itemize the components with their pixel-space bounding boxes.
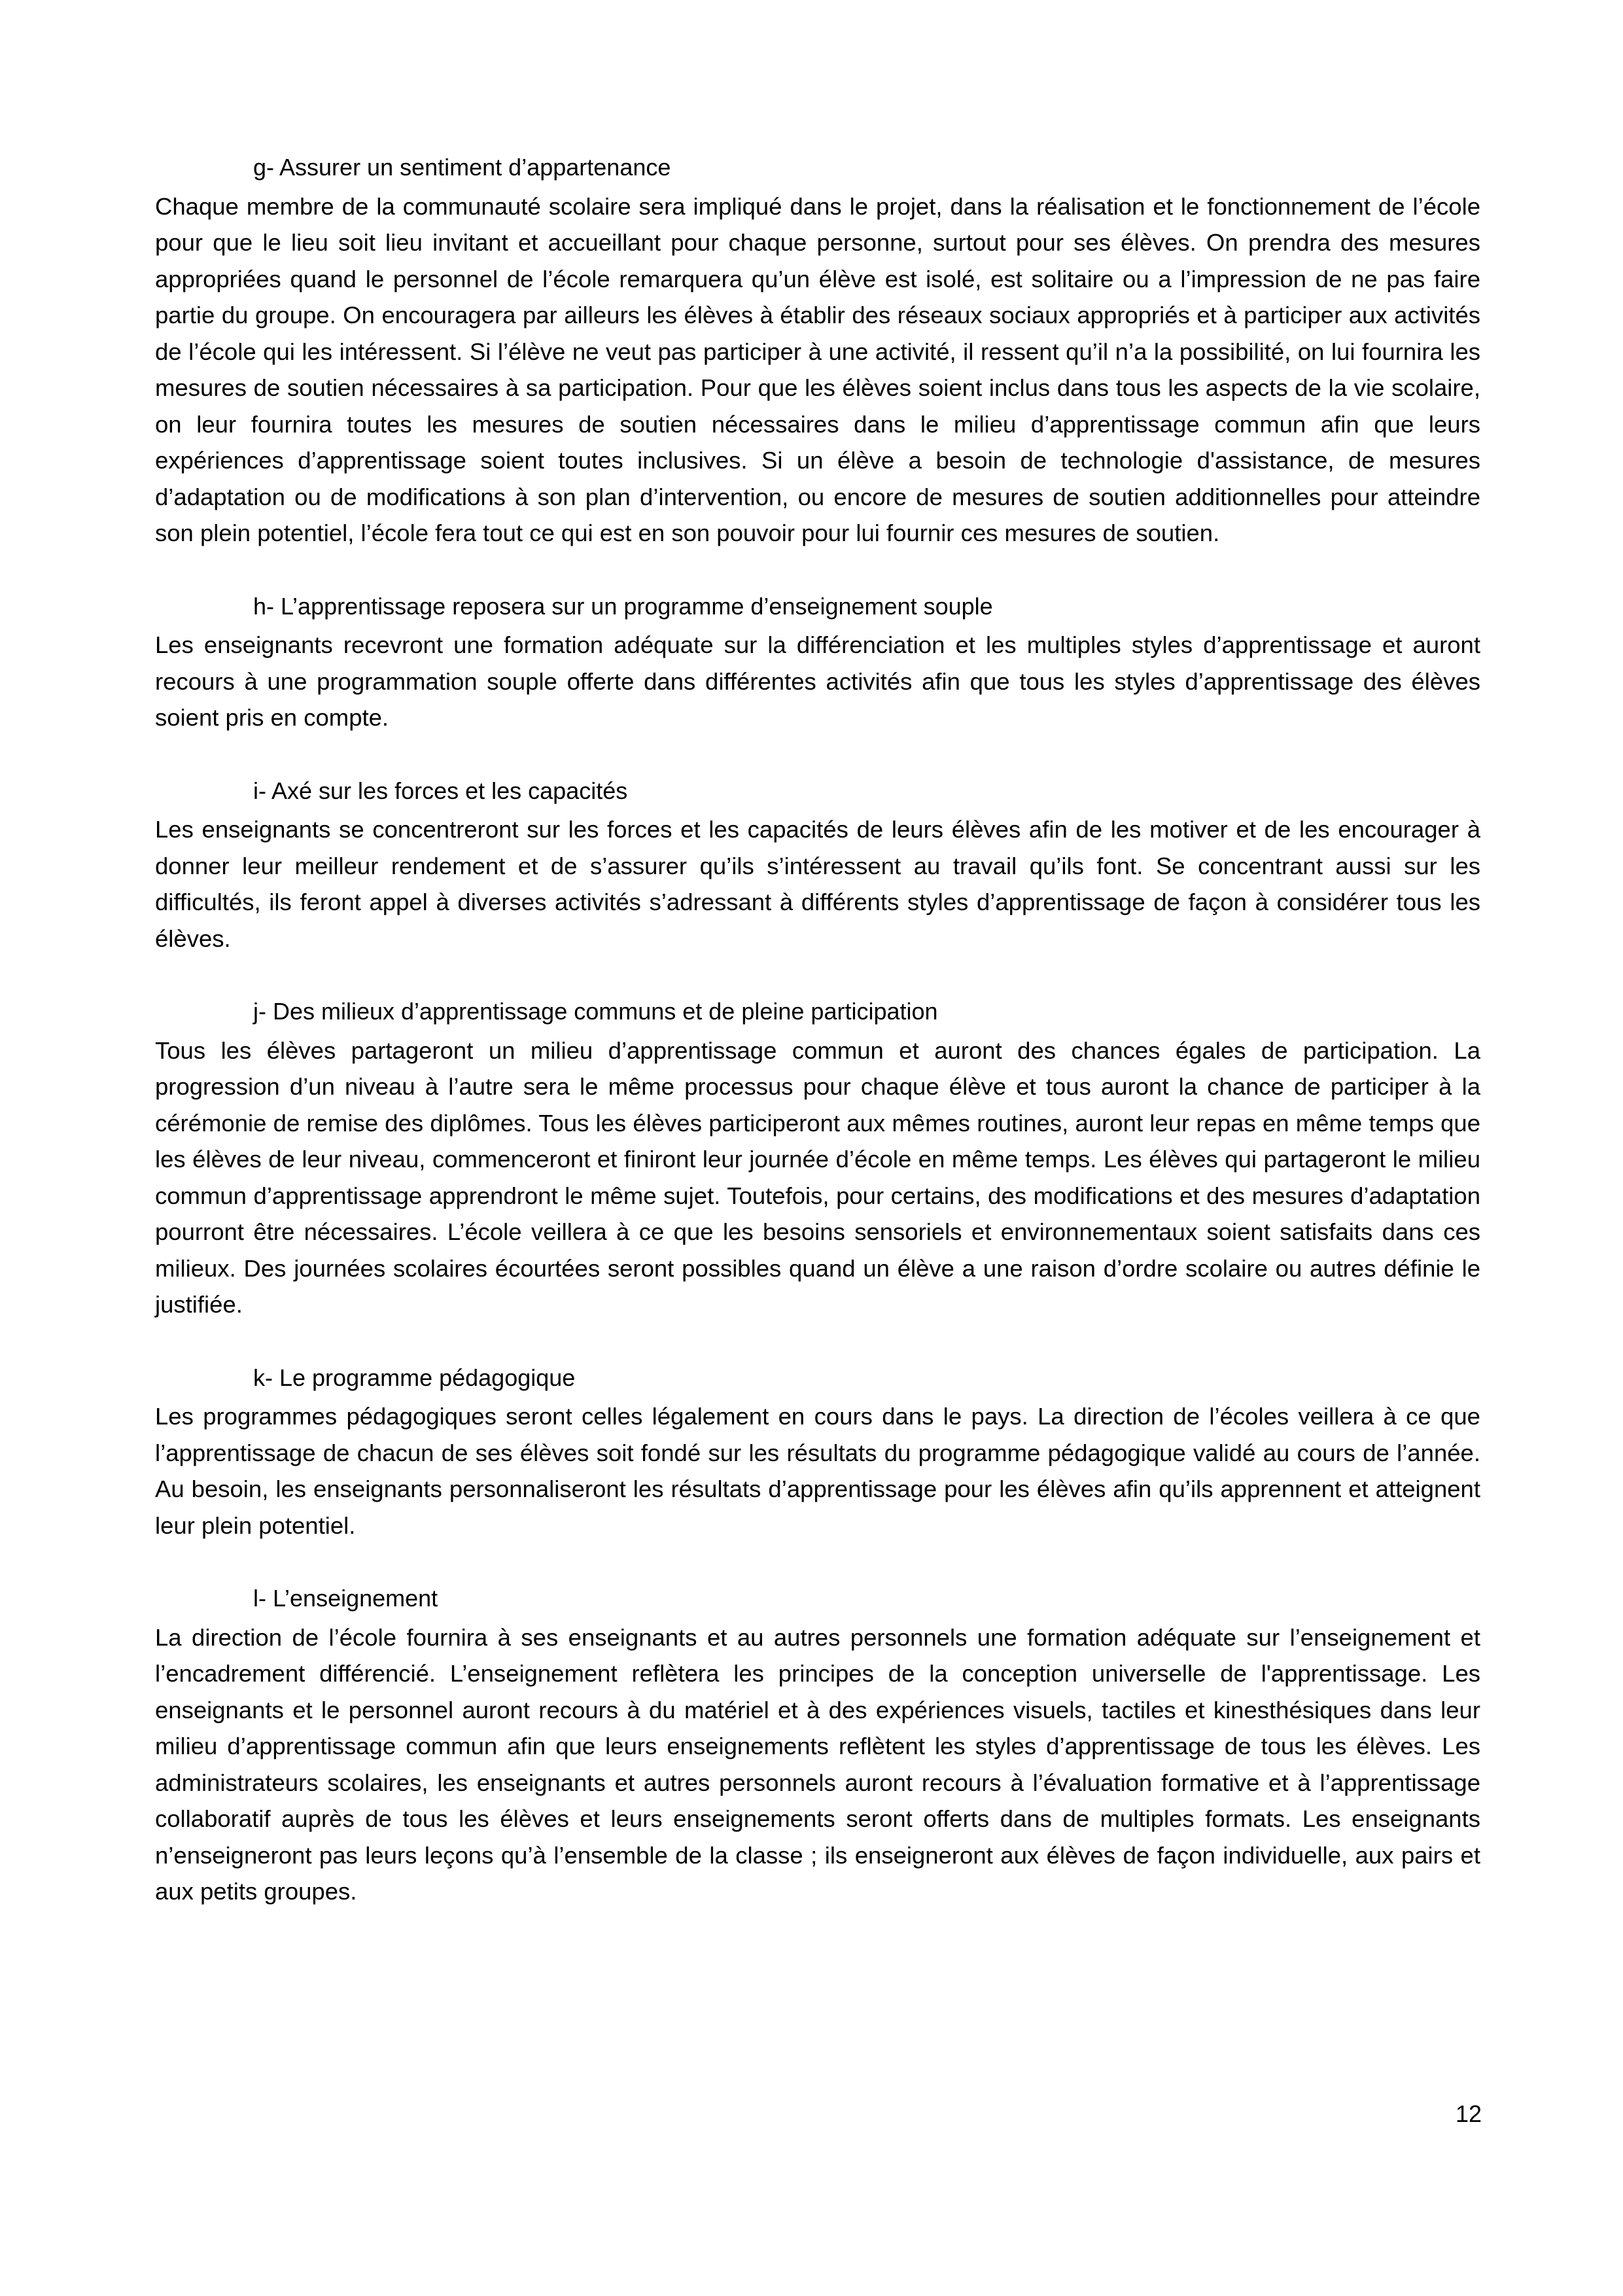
section-heading: g- Assurer un sentiment d’appartenance bbox=[253, 154, 671, 181]
section-heading: h- L’apprentissage reposera sur un programme d’enseignement souple bbox=[253, 592, 993, 620]
section-paragraph: La direction de l’école fournira à ses enseignants et au autres personnels une formation adéquate sur l’enseignement et l’encadrement différencié. L’enseignement reflètera les principes de la conception universelle de l'apprentissage. Les enseignants et le personnel auront recours à du matériel et à des expériences visuels, tactiles et kinesthésiques dans leur milieu d’apprentissage commun afin que leurs enseignements reflètent les styles d’apprentissage de tous les élèves. Les administrateurs scolaires, les enseignants et autres personnels auront recours à l’évaluation formative et à l’apprentissage collaboratif auprès de tous les élèves et leurs enseignements seront offerts dans de multiples formats. Les enseignants n’enseigneront pas leurs leçons qu’à l’ensemble de la classe ; ils enseigneront aux élèves de façon individuelle, aux pairs et aux petits groupes. bbox=[155, 1623, 1480, 1905]
page-number: 12 bbox=[1455, 2100, 1482, 2127]
section-j bbox=[155, 993, 1480, 1323]
section-k bbox=[155, 1360, 1480, 1544]
section-heading: i- Axé sur les forces et les capacités bbox=[253, 777, 628, 804]
section-heading: j- Des milieux d’apprentissage communs et de pleine participation bbox=[253, 998, 938, 1025]
section-paragraph: Les enseignants recevront une formation adéquate sur la différenciation et les multiples styles d’apprentissage et auront recours à une programmation souple offerte dans différentes activités afin que tous les styles d’apprentissage des élèves soient pris en compte. bbox=[155, 631, 1480, 731]
section-paragraph: Les enseignants se concentreront sur les forces et les capacités de leurs élèves afin de les motiver et de les encourager à donner leur meilleur rendement et de s’assurer qu’ils s’intéressent au travail qu’ils font. Se concentrant aussi sur les difficultés, ils feront appel à diverses activités s’adressant à différents styles d’apprentissage de façon à considérer tous les élèves. bbox=[155, 816, 1480, 952]
section-h bbox=[155, 588, 1480, 736]
section-l bbox=[155, 1580, 1480, 1910]
section-i bbox=[155, 773, 1480, 957]
section-paragraph: Tous les élèves partageront un milieu d’apprentissage commun et auront des chances égales de participation. La progression d’un niveau à l’autre sera le même processus pour chaque élève et tous auront la chance de participer à la cérémonie de remise des diplômes. Tous les élèves participeront aux mêmes routines, auront leur repas en même temps que les élèves de leur niveau, commenceront et finiront leur journée d’école en même temps. Les élèves qui partageront le milieu commun d’apprentissage apprendront le même sujet. Toutefois, pour certains, des modifications et des mesures d’adaptation pourront être nécessaires. L’école veillera à ce que les besoins sensoriels et environnementaux soient satisfaits dans ces milieux. Des journées scolaires écourtées seront possibles quand un élève a une raison d’ordre scolaire ou autres définie le justifiée. bbox=[155, 1036, 1480, 1318]
section-paragraph: Chaque membre de la communauté scolaire sera impliqué dans le projet, dans la réalisation et le fonctionnement de l’école pour que le lieu soit lieu invitant et accueillant pour chaque personne, surtout pour ses élèves. On prendra des mesures appropriées quand le personnel de l’école remarquera qu’un élève est isolé, est solitaire ou a l’impression de ne pas faire partie du groupe. On encouragera par ailleurs les élèves à établir des réseaux sociaux appropriés et à participer aux activités de l’école qui les intéressent. Si l’élève ne veut pas participer à une activité, il ressent qu’il n’a la possibilité, on lui fournira les mesures de soutien nécessaires à sa participation. Pour que les élèves soient inclus dans tous les aspects de la vie scolaire, on leur fournira toutes les mesures de soutien nécessaires dans le milieu d’apprentissage commun afin que leurs expériences d’apprentissage soient toutes inclusives. Si un élève a besoin de technologie d'assistance, de mesures d’adaptation ou de modifications à son plan d’intervention, ou encore de mesures de soutien additionnelles pour atteindre son plein potentiel, l’école fera tout ce qui est en son pouvoir pour lui fournir ces mesures de soutien. bbox=[155, 192, 1480, 546]
section-heading: l- L’enseignement bbox=[253, 1585, 438, 1612]
document-page bbox=[155, 149, 1480, 1947]
section-g bbox=[155, 149, 1480, 552]
section-paragraph: Les programmes pédagogiques seront celles légalement en cours dans le pays. La direction de l’écoles veillera à ce que l’apprentissage de chacun de ses élèves soit fondé sur les résultats du programme pédagogique validé au cours de l’année. Au besoin, les enseignants personnaliseront les résultats d’apprentissage pour les élèves afin qu’ils apprennent et atteignent leur plein potentiel. bbox=[155, 1403, 1480, 1539]
section-heading: k- Le programme pédagogique bbox=[253, 1364, 576, 1391]
